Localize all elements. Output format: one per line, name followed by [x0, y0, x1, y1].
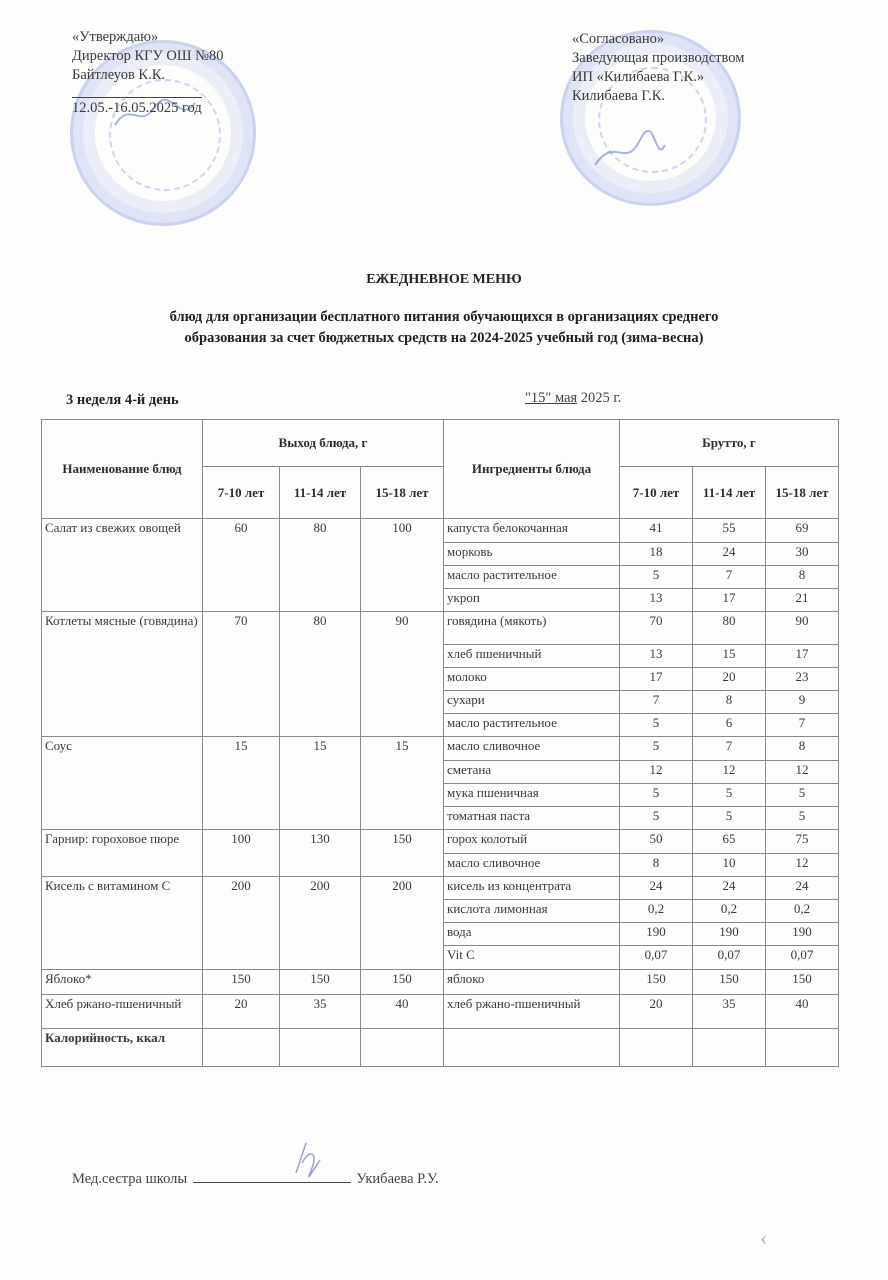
header-output: Выход блюда, г: [203, 420, 444, 467]
ingredient-gross-value: 12: [766, 761, 839, 784]
ingredient-name: хлеб пшеничный: [444, 645, 620, 668]
ingredient-gross-value: 12: [620, 761, 693, 784]
director-name: Байтлеуов К.К.: [72, 67, 166, 83]
ingredient-gross-value: 17: [693, 589, 766, 612]
week-day-label: 3 неделя 4-й день: [66, 392, 179, 408]
dish-output-value: 130: [280, 830, 361, 877]
dish-output-value: 35: [280, 995, 361, 1029]
header-ingredients: Ингредиенты блюда: [444, 420, 620, 519]
dish-output-value: 80: [280, 519, 361, 612]
menu-date: [525, 390, 621, 407]
ingredient-gross-value: 13: [620, 645, 693, 668]
header-output-age-2: 11-14 лет: [280, 467, 361, 519]
dish-name: Кисель с витамином С: [42, 877, 203, 970]
ingredient-gross-value: 55: [693, 519, 766, 543]
ingredient-name: молоко: [444, 668, 620, 691]
dish-output-value: 150: [361, 970, 444, 995]
ingredient-name: кисель из концентрата: [444, 877, 620, 900]
ingredient-gross-value: 150: [693, 970, 766, 995]
header-gross: Брутто, г: [620, 420, 839, 467]
ingredient-gross-value: 75: [766, 830, 839, 854]
ingredient-name: укроп: [444, 589, 620, 612]
dish-output-value: 60: [203, 519, 280, 612]
menu-table-body: [42, 519, 839, 1067]
ingredient-name: масло сливочное: [444, 854, 620, 877]
ingredient-name: кислота лимонная: [444, 900, 620, 923]
nurse-name: Укибаева Р.У.: [356, 1171, 439, 1187]
ingredient-name: масло сливочное: [444, 737, 620, 761]
ingredient-gross-value: 8: [766, 566, 839, 589]
ingredient-name: морковь: [444, 543, 620, 566]
ingredient-gross-value: 17: [766, 645, 839, 668]
ingredient-name: сухари: [444, 691, 620, 714]
dish-output-value: 15: [203, 737, 280, 830]
ingredient-gross-value: 50: [620, 830, 693, 854]
ingredient-gross-value: 13: [620, 589, 693, 612]
dish-output-value: 40: [361, 995, 444, 1029]
dish-output-value: 200: [280, 877, 361, 970]
ingredient-gross-value: 24: [693, 877, 766, 900]
ingredient-gross-value: 5: [693, 784, 766, 807]
ingredient-gross-value: 5: [766, 807, 839, 830]
dish-output-value: 150: [203, 970, 280, 995]
manager-signature: [590, 125, 670, 175]
ingredient-gross-value: 7: [620, 691, 693, 714]
table-row: [42, 612, 839, 645]
ingredient-gross-value: 8: [620, 854, 693, 877]
ingredient-gross-value: 6: [693, 714, 766, 737]
ingredient-gross-value: 30: [766, 543, 839, 566]
subtitle-line-1: блюд для организации бесплатного питания обучающихся в организациях среднего: [169, 309, 719, 325]
calories-empty-cell: [693, 1029, 766, 1067]
ingredient-gross-value: 5: [620, 737, 693, 761]
ingredient-gross-value: 21: [766, 589, 839, 612]
ingredient-name: яблоко: [444, 970, 620, 995]
corner-mark: ‹: [760, 1225, 768, 1250]
ingredient-gross-value: 0,07: [693, 946, 766, 970]
document-subtitle: [80, 307, 808, 349]
ingredient-gross-value: 0,2: [766, 900, 839, 923]
calories-label: Калорийность, ккал: [42, 1029, 203, 1067]
header-output-age-1: 7-10 лет: [203, 467, 280, 519]
menu-date-year: 2025 г.: [580, 390, 622, 406]
table-row: [42, 970, 839, 995]
approval-heading: «Утверждаю»: [72, 29, 159, 45]
dish-name: Салат из свежих овощей: [42, 519, 203, 612]
dish-output-value: 150: [361, 830, 444, 877]
manager-org: ИП «Килибаева Г.К.»: [572, 69, 705, 85]
dish-output-value: 70: [203, 612, 280, 737]
ingredient-gross-value: 8: [693, 691, 766, 714]
header-gross-age-2: 11-14 лет: [693, 467, 766, 519]
manager-name: Килибаева Г.К.: [572, 88, 666, 104]
approval-period: 12.05.-16.05.2025 год: [72, 97, 202, 118]
calories-empty-cell: [620, 1029, 693, 1067]
ingredient-gross-value: 150: [620, 970, 693, 995]
ingredient-gross-value: 0,2: [693, 900, 766, 923]
dish-output-value: 200: [361, 877, 444, 970]
ingredient-gross-value: 7: [766, 714, 839, 737]
table-row: [42, 995, 839, 1029]
menu-date-day-month: "15" мая: [525, 390, 578, 406]
dish-output-value: 100: [203, 830, 280, 877]
dish-output-value: 20: [203, 995, 280, 1029]
ingredient-gross-value: 24: [620, 877, 693, 900]
ingredient-gross-value: 20: [620, 995, 693, 1029]
ingredient-gross-value: 5: [620, 807, 693, 830]
ingredient-gross-value: 90: [766, 612, 839, 645]
dish-name: Котлеты мясные (говядина): [42, 612, 203, 737]
ingredient-gross-value: 0,07: [620, 946, 693, 970]
ingredient-gross-value: 12: [693, 761, 766, 784]
dish-output-value: 100: [361, 519, 444, 612]
approval-block: [72, 28, 223, 118]
table-row: [42, 519, 839, 543]
ingredient-gross-value: 69: [766, 519, 839, 543]
ingredient-gross-value: 9: [766, 691, 839, 714]
dish-output-value: 200: [203, 877, 280, 970]
ingredient-name: Vit C: [444, 946, 620, 970]
menu-table: [41, 419, 839, 1067]
header-output-age-3: 15-18 лет: [361, 467, 444, 519]
ingredient-gross-value: 5: [693, 807, 766, 830]
ingredient-gross-value: 17: [620, 668, 693, 691]
ingredient-gross-value: 7: [693, 737, 766, 761]
ingredient-gross-value: 80: [693, 612, 766, 645]
ingredient-gross-value: 190: [620, 923, 693, 946]
dish-name: Соус: [42, 737, 203, 830]
ingredient-name: хлеб ржано-пшеничный: [444, 995, 620, 1029]
ingredient-name: мука пшеничная: [444, 784, 620, 807]
ingredient-gross-value: 5: [620, 714, 693, 737]
table-row: [42, 830, 839, 854]
dish-output-value: 15: [361, 737, 444, 830]
ingredient-gross-value: 7: [693, 566, 766, 589]
ingredient-gross-value: 18: [620, 543, 693, 566]
nurse-role: Мед.сестра школы: [72, 1171, 188, 1187]
header-dish-name: Наименование блюд: [42, 420, 203, 519]
document-title: ЕЖЕДНЕВНОЕ МЕНЮ: [366, 272, 522, 287]
ingredient-gross-value: 10: [693, 854, 766, 877]
ingredient-gross-value: 190: [766, 923, 839, 946]
ingredient-name: томатная паста: [444, 807, 620, 830]
ingredient-gross-value: 24: [693, 543, 766, 566]
dish-output-value: 150: [280, 970, 361, 995]
ingredient-gross-value: 190: [693, 923, 766, 946]
ingredient-gross-value: 70: [620, 612, 693, 645]
ingredient-gross-value: 65: [693, 830, 766, 854]
dish-output-value: 15: [280, 737, 361, 830]
ingredient-gross-value: 12: [766, 854, 839, 877]
agreement-block: [572, 30, 744, 106]
ingredient-gross-value: 15: [693, 645, 766, 668]
manager-position: Заведующая производством: [572, 50, 745, 66]
ingredient-gross-value: 5: [620, 566, 693, 589]
ingredient-gross-value: 150: [766, 970, 839, 995]
header-gross-age-1: 7-10 лет: [620, 467, 693, 519]
nurse-signature: [288, 1138, 328, 1183]
ingredient-name: капуста белокочанная: [444, 519, 620, 543]
ingredient-gross-value: 5: [766, 784, 839, 807]
ingredient-gross-value: 0,07: [766, 946, 839, 970]
ingredient-name: сметана: [444, 761, 620, 784]
ingredient-gross-value: 20: [693, 668, 766, 691]
ingredient-gross-value: 8: [766, 737, 839, 761]
ingredient-gross-value: 0,2: [620, 900, 693, 923]
subtitle-line-2: образования за счет бюджетных средств на 2024-2025 учебный год (зима-весна): [184, 330, 704, 346]
ingredient-name: говядина (мякоть): [444, 612, 620, 645]
ingredient-name: вода: [444, 923, 620, 946]
dish-name: Хлеб ржано-пшеничный: [42, 995, 203, 1029]
header-gross-age-3: 15-18 лет: [766, 467, 839, 519]
calories-empty-cell: [203, 1029, 280, 1067]
calories-empty-cell: [766, 1029, 839, 1067]
calories-empty-cell: [280, 1029, 361, 1067]
dish-name: Яблоко*: [42, 970, 203, 995]
ingredient-gross-value: 35: [693, 995, 766, 1029]
ingredient-gross-value: 40: [766, 995, 839, 1029]
table-row: [42, 877, 839, 900]
ingredient-gross-value: 5: [620, 784, 693, 807]
ingredient-name: масло растительное: [444, 714, 620, 737]
ingredient-gross-value: 24: [766, 877, 839, 900]
dish-name: Гарнир: гороховое пюре: [42, 830, 203, 877]
calories-row: [42, 1029, 839, 1067]
ingredient-name: горох колотый: [444, 830, 620, 854]
ingredient-gross-value: 23: [766, 668, 839, 691]
dish-output-value: 90: [361, 612, 444, 737]
calories-empty-cell: [361, 1029, 444, 1067]
ingredient-name: масло растительное: [444, 566, 620, 589]
director-position: Директор КГУ ОШ №80: [72, 48, 224, 64]
nurse-signature-line: [72, 1168, 439, 1188]
dish-output-value: 80: [280, 612, 361, 737]
agreement-heading: «Согласовано»: [572, 31, 665, 47]
table-row: [42, 737, 839, 761]
ingredient-gross-value: 41: [620, 519, 693, 543]
calories-empty-cell: [444, 1029, 620, 1067]
